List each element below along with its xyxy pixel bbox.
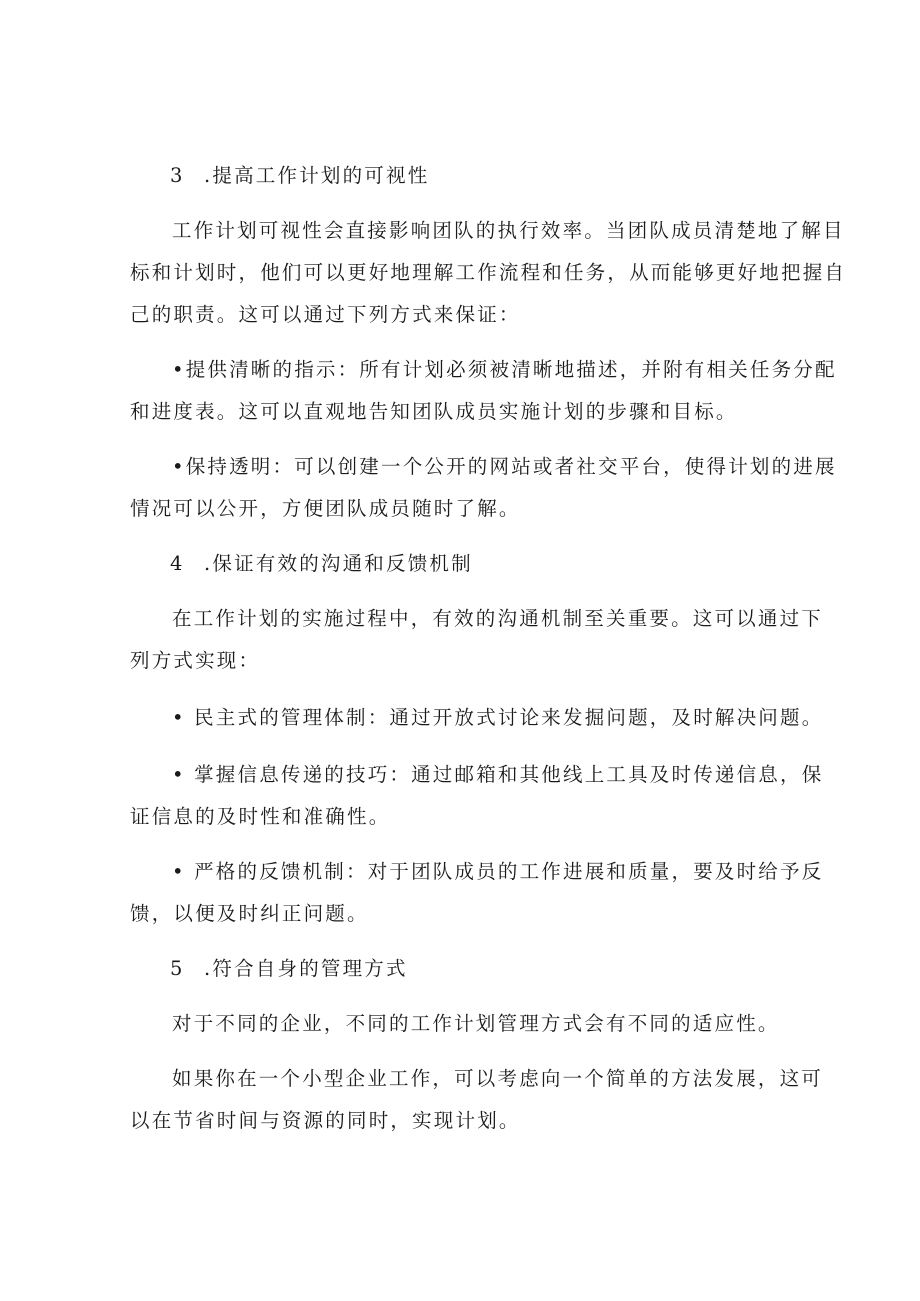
paragraph-line: 以在节省时间与资源的同时，实现计划。 xyxy=(130,1109,521,1132)
paragraph-line: 标和计划时，他们可以更好地理解工作流程和任务，从而能够更好地把握自 xyxy=(130,261,847,284)
paragraph-line: 馈，以便及时纠正问题。 xyxy=(130,902,369,925)
heading-number: 5 xyxy=(170,957,183,980)
heading-text: .符合自身的管理方式 xyxy=(204,957,408,980)
section-heading xyxy=(130,163,795,189)
paragraph-line: 在工作计划的实施过程中，有效的沟通机制至关重要。这可以通过下 xyxy=(172,607,824,630)
heading-number: 4 xyxy=(170,552,183,575)
heading-number: 3 xyxy=(170,164,183,187)
paragraph-line: 证信息的及时性和准确性。 xyxy=(130,805,391,828)
bullet-line: • 严格的反馈机制：对于团队成员的工作进展和质量，要及时给予反 xyxy=(172,860,824,883)
heading-text: .提高工作计划的可视性 xyxy=(204,164,430,187)
paragraph-line: 工作计划可视性会直接影响团队的执行效率。当团队成员清楚地了解目 xyxy=(172,219,845,242)
section-heading xyxy=(130,956,795,982)
bullet-line: • 民主式的管理体制：通过开放式讨论来发掘问题，及时解决问题。 xyxy=(172,706,824,729)
paragraph-line: 列方式实现： xyxy=(130,649,261,672)
section-heading xyxy=(130,551,795,577)
heading-text: .保证有效的沟通和反馈机制 xyxy=(204,552,473,575)
paragraph-line: 如果你在一个小型企业工作，可以考虑向一个简单的方法发展，这可 xyxy=(172,1067,824,1090)
paragraph-line: 对于不同的企业，不同的工作计划管理方式会有不同的适应性。 xyxy=(172,1012,780,1035)
bullet-line: •保持透明：可以创建一个公开的网站或者社交平台，使得计划的进展 xyxy=(172,455,837,478)
paragraph-line: 己的职责。这可以通过下列方式来保证： xyxy=(130,303,521,326)
paragraph-line: 情况可以公开，方便团队成员随时了解。 xyxy=(130,497,521,520)
bullet-line: • 掌握信息传递的技巧：通过邮箱和其他线上工具及时传递信息，保 xyxy=(172,763,824,786)
paragraph-line: 和进度表。这可以直观地告知团队成员实施计划的步骤和目标。 xyxy=(130,400,738,423)
bullet-line: •提供清晰的指示：所有计划必须被清晰地描述，并附有相关任务分配 xyxy=(172,358,837,381)
